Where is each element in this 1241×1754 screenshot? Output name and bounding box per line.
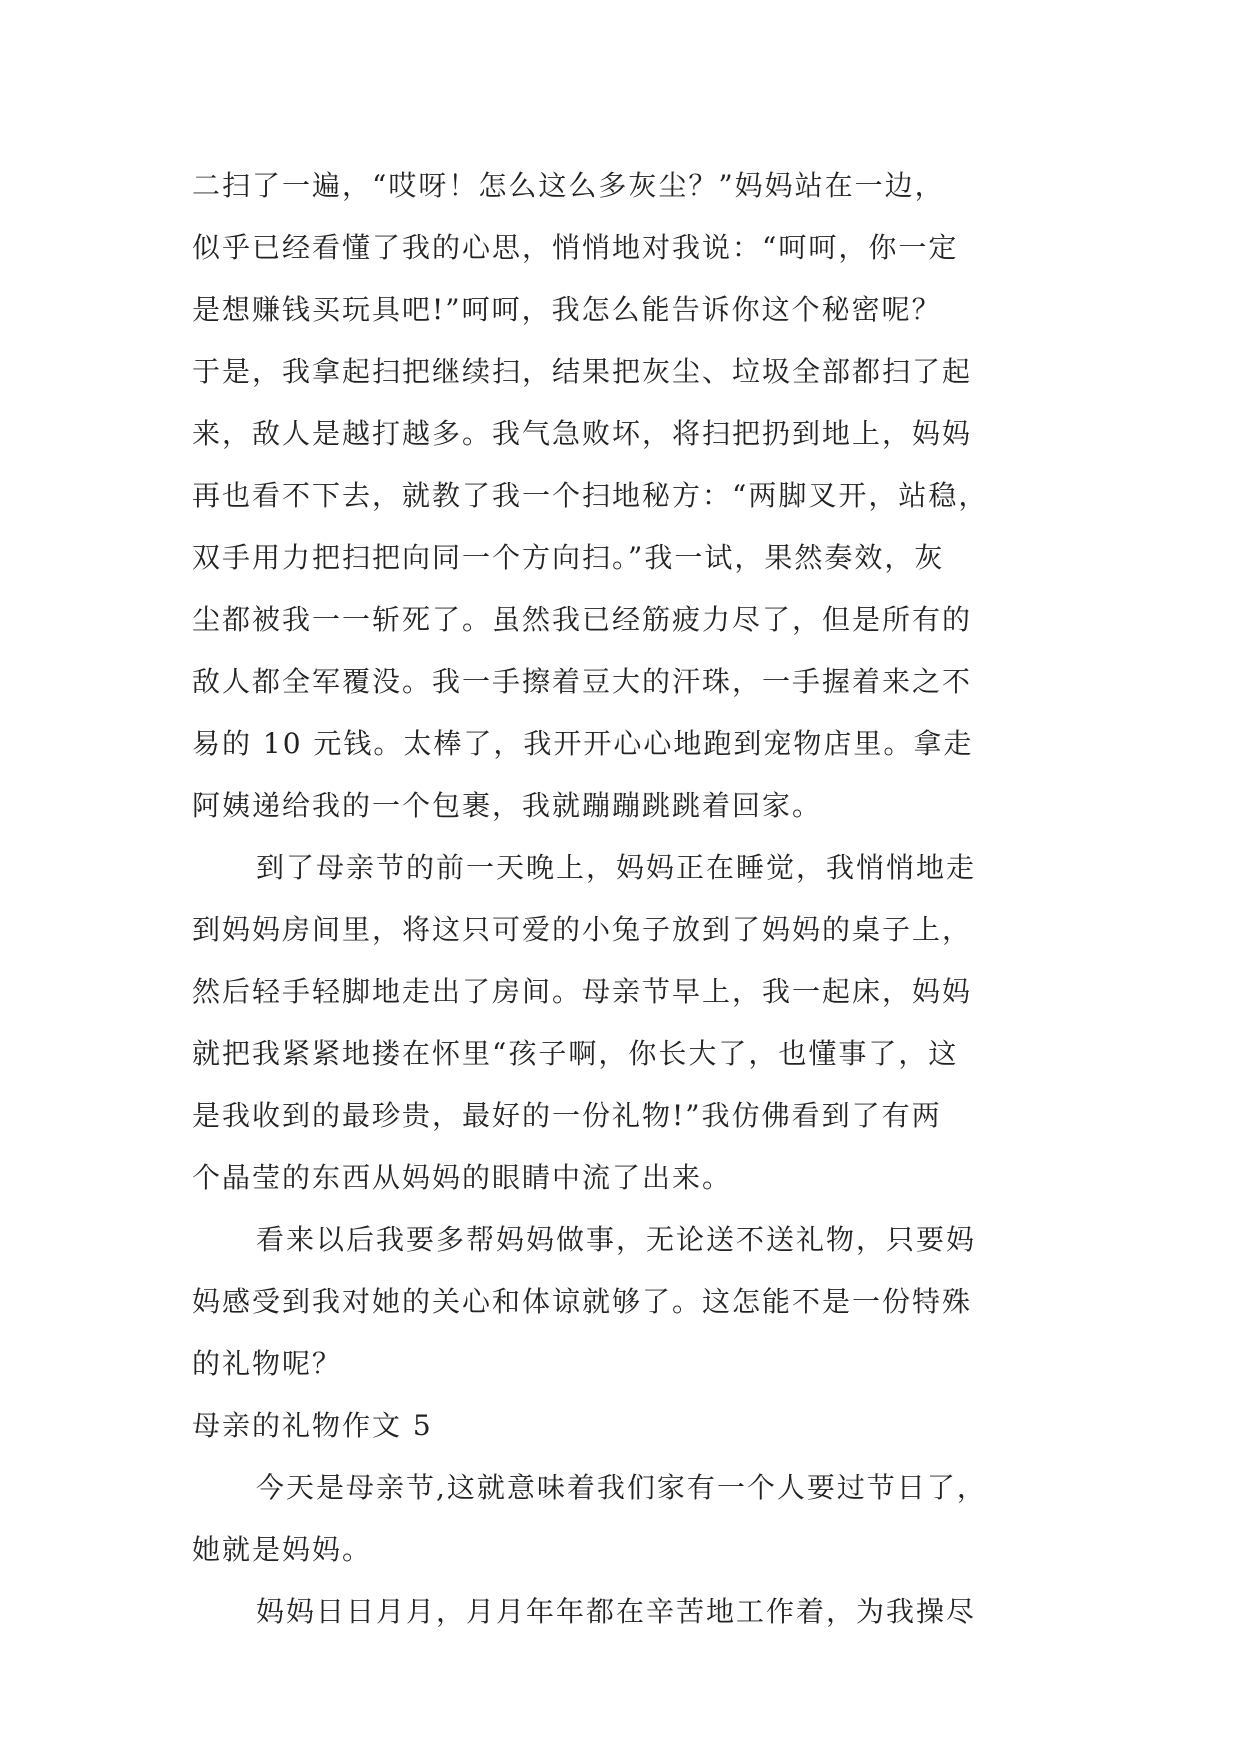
text-line: 阿姨递给我的一个包裹，我就蹦蹦跳跳着回家。	[192, 789, 823, 822]
text-line: 易的 10 元钱。太棒了，我开开心心地跑到宠物店里。拿走	[192, 727, 974, 760]
text-line: 到妈妈房间里，将这只可爱的小兔子放到了妈妈的桌子上，	[192, 913, 973, 946]
paragraph-start-line: 看来以后我要多帮妈妈做事，无论送不送礼物，只要妈	[256, 1223, 977, 1256]
paragraph-start-line: 妈妈日日月月，月月年年都在辛苦地工作着，为我操尽	[256, 1595, 977, 1628]
text-line: 她就是妈妈。	[192, 1533, 373, 1566]
text-line: 尘都被我一一斩死了。虽然我已经筋疲力尽了，但是所有的	[192, 603, 973, 636]
text-line: 然后轻手轻脚地走出了房间。母亲节早上，我一起床，妈妈	[192, 975, 973, 1008]
text-line: 再也看不下去，就教了我一个扫地秘方：“两脚叉开，站稳，	[192, 479, 989, 512]
text-line: 敌人都全军覆没。我一手擦着豆大的汗珠，一手握着来之不	[192, 665, 973, 698]
text-line: 双手用力把扫把向同一个方向扫。”我一试，果然奏效，灰	[192, 541, 945, 574]
section-heading: 母亲的礼物作文 5	[192, 1409, 433, 1442]
essay-text	[192, 155, 1052, 1643]
text-line: 个晶莹的东西从妈妈的眼睛中流了出来。	[192, 1161, 733, 1194]
paragraph-start-line: 到了母亲节的前一天晚上，妈妈正在睡觉，我悄悄地走	[256, 851, 977, 884]
text-line: 是想赚钱买玩具吧!”呵呵，我怎么能告诉你这个秘密呢？	[192, 293, 942, 326]
text-line: 是我收到的最珍贵，最好的一份礼物!”我仿佛看到了有两	[192, 1099, 942, 1132]
text-line: 妈感受到我对她的关心和体谅就够了。这怎能不是一份特殊	[192, 1285, 973, 1318]
paragraph-start-line: 今天是母亲节,这就意味着我们家有一个人要过节日了，	[256, 1471, 987, 1504]
text-line: 二扫了一遍，“哎呀！怎么这么多灰尘？”妈妈站在一边，	[192, 169, 945, 202]
text-line: 于是，我拿起扫把继续扫，结果把灰尘、垃圾全部都扫了起	[192, 355, 973, 388]
text-line: 就把我紧紧地搂在怀里“孩子啊，你长大了，也懂事了，这	[192, 1037, 959, 1070]
text-line: 来，敌人是越打越多。我气急败坏，将扫把扔到地上，妈妈	[192, 417, 973, 450]
text-line: 的礼物呢？	[192, 1347, 343, 1380]
text-line: 似乎已经看懂了我的心思，悄悄地对我说：“呵呵，你一定	[192, 231, 959, 264]
